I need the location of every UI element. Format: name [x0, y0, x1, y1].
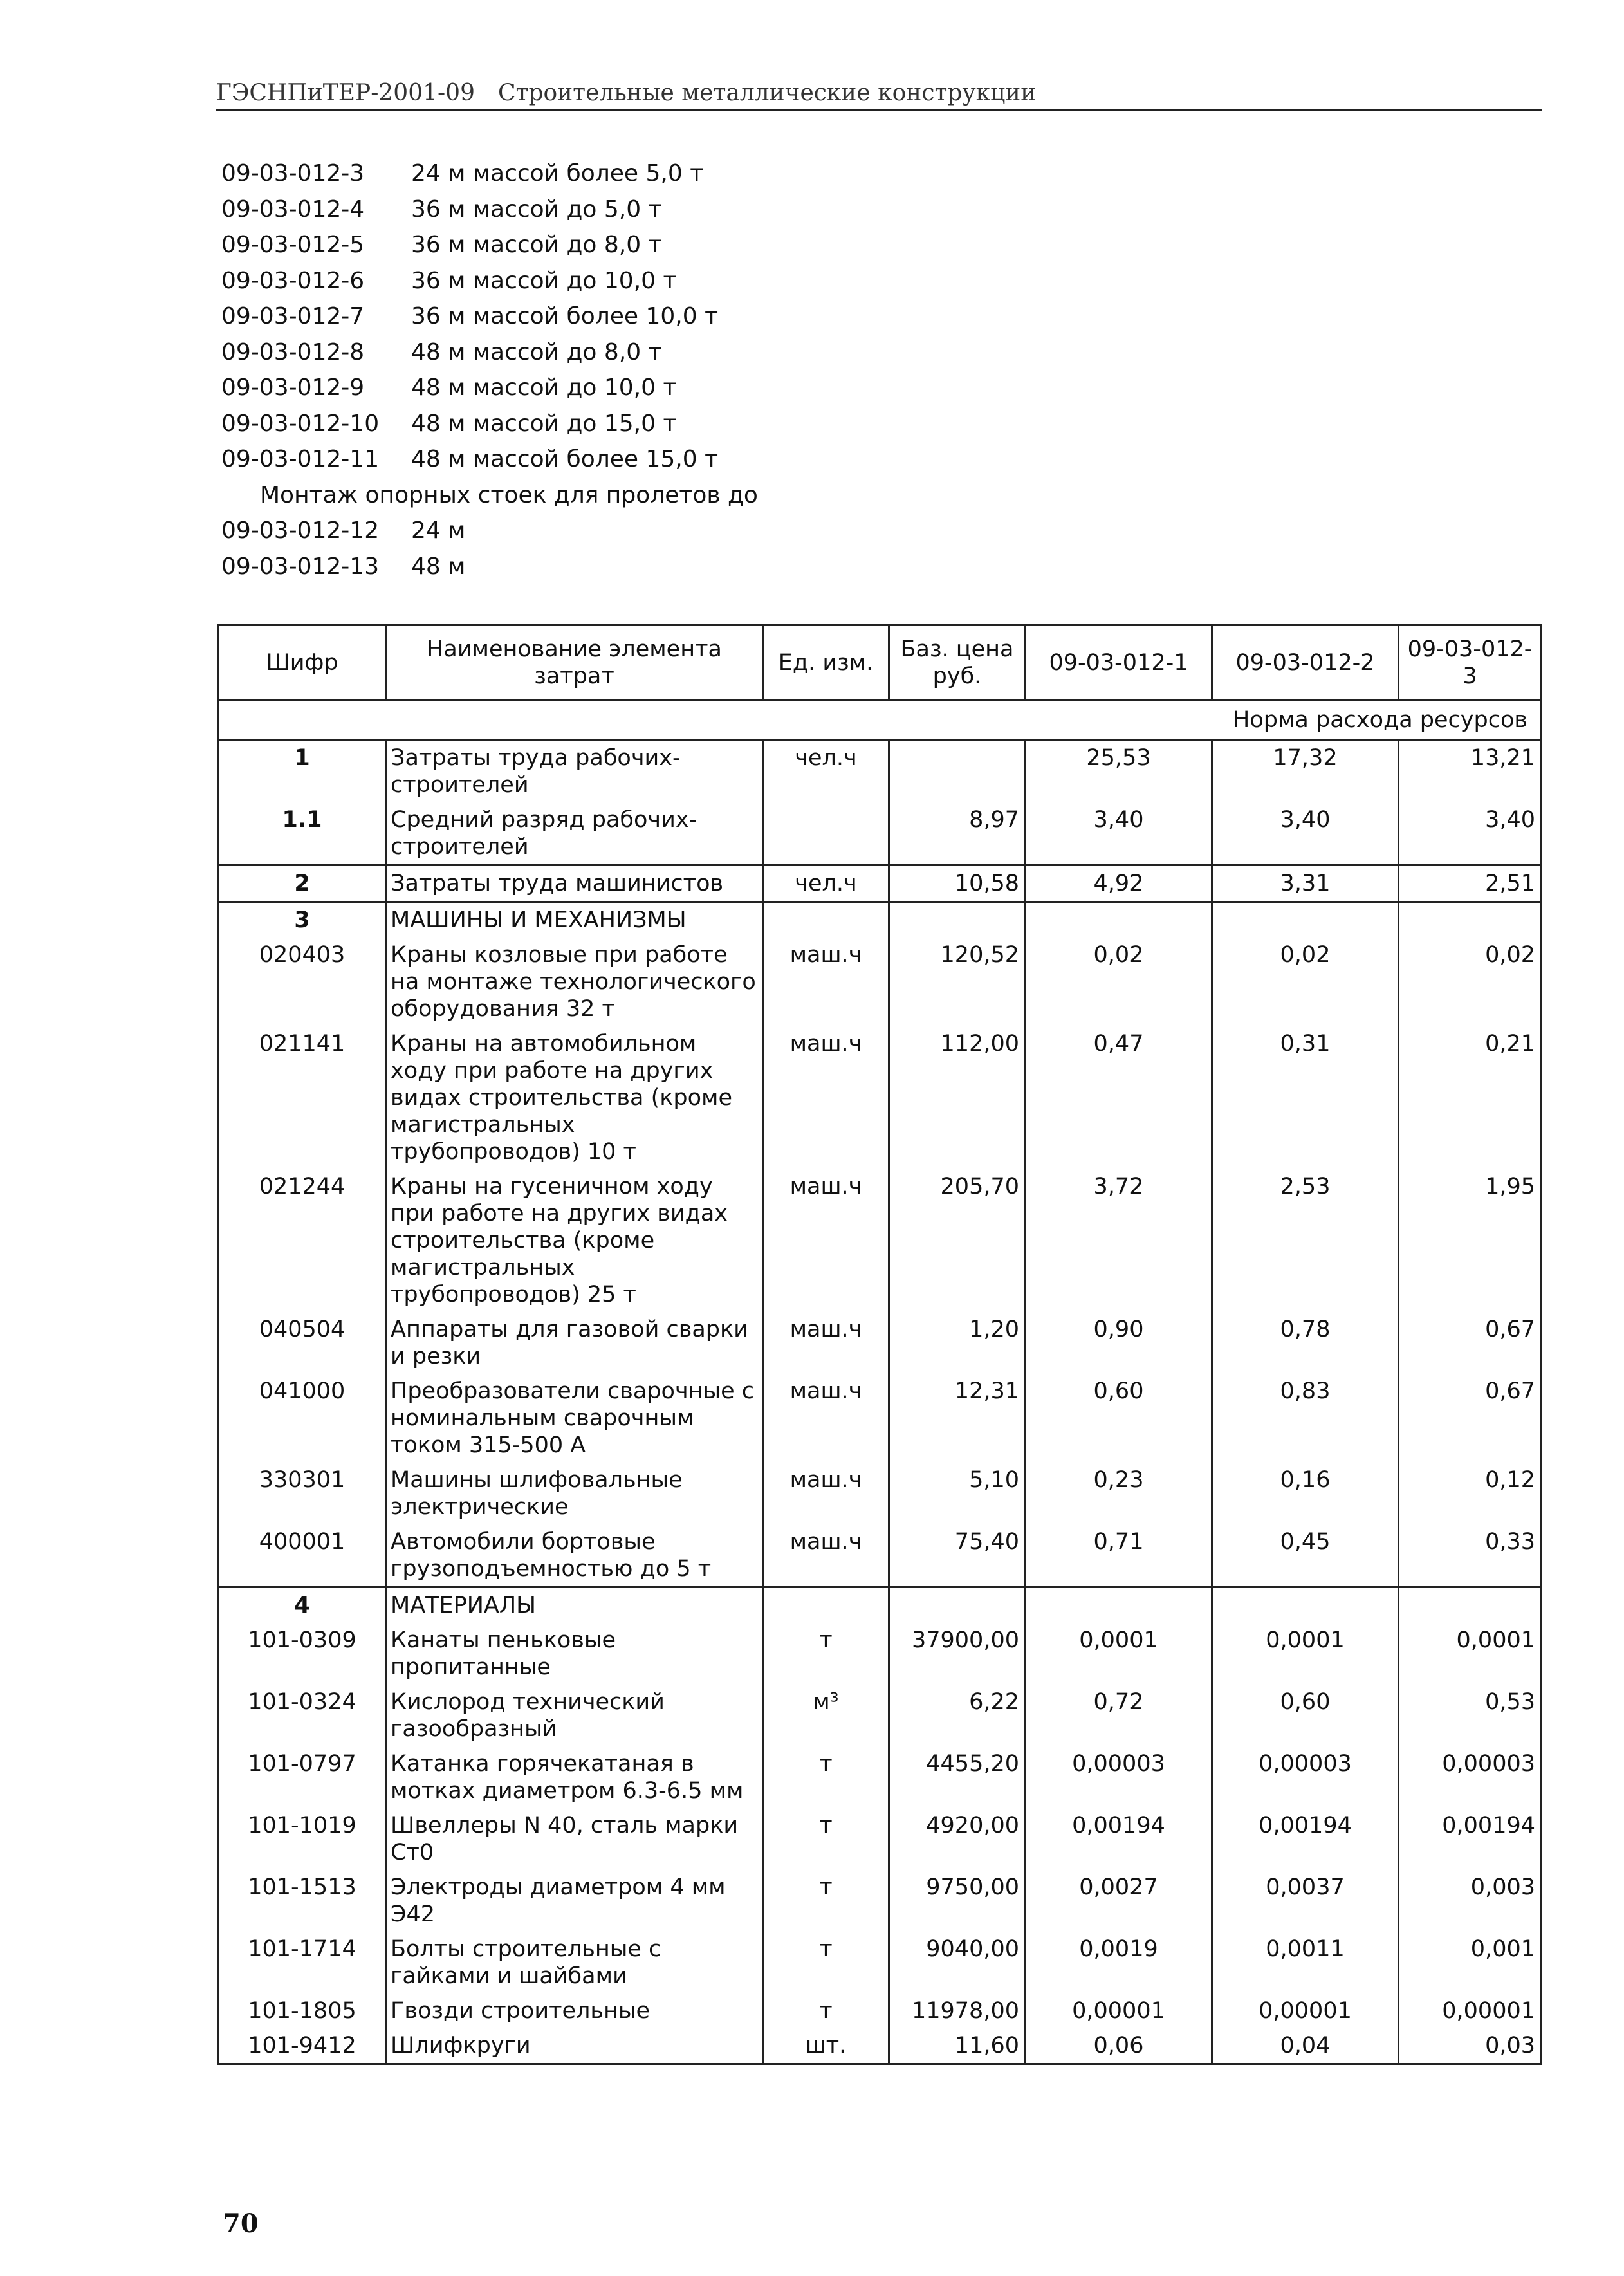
cell-name: Болты строительные с гайками и шайбами	[386, 1932, 763, 1994]
cell-price: 9040,00	[889, 1932, 1026, 1994]
cell-unit: маш.ч	[763, 1169, 889, 1312]
cell-name: МАТЕРИАЛЫ	[386, 1587, 763, 1624]
table-row	[219, 1932, 1542, 1994]
cell-name: Катанка горячекатаная в мотках диаметром 6.3-6.5 мм	[386, 1746, 763, 1808]
cell-unit: т	[763, 1994, 889, 2028]
cell-unit: маш.ч	[763, 1312, 889, 1374]
cell-name: Затраты труда машинистов	[386, 865, 763, 902]
cell-value: 3,31	[1212, 865, 1399, 902]
cell-code: 101-0309	[219, 1623, 386, 1685]
header-series: ГЭСНПиТЕР-2001-09	[216, 80, 475, 106]
column-header: Наименование элемента затрат	[386, 625, 763, 701]
table-row	[219, 1870, 1542, 1932]
cell-code: 4	[219, 1587, 386, 1624]
cell-price: 12,31	[889, 1374, 1026, 1463]
cell-unit: маш.ч	[763, 1374, 889, 1463]
norma-label: Норма расхода ресурсов	[219, 701, 1542, 740]
cell-price: 11978,00	[889, 1994, 1026, 2028]
cell-name: Автомобили бортовые грузоподъемностью до 5 т	[386, 1524, 763, 1587]
cell-name: Краны на автомобильном ходу при работе на других видах строительства (кроме магистральных трубопроводов) 10 т	[386, 1026, 763, 1169]
list-code: 09-03-012-9	[221, 375, 365, 401]
cell-name: Краны козловые при работе на монтаже технологического оборудования 32 т	[386, 938, 763, 1026]
cell-code: 041000	[219, 1374, 386, 1463]
cell-value: 0,00194	[1399, 1808, 1542, 1870]
cell-value: 0,00001	[1026, 1994, 1212, 2028]
list-item	[221, 370, 758, 406]
cell-price: 37900,00	[889, 1623, 1026, 1685]
list-text: 36 м массой более 10,0 т	[411, 303, 719, 329]
cell-value: 0,0001	[1212, 1623, 1399, 1685]
cell-price: 5,10	[889, 1463, 1026, 1524]
list-text: 36 м массой до 5,0 т	[411, 196, 662, 223]
cell-value: 0,67	[1399, 1312, 1542, 1374]
cell-unit: маш.ч	[763, 1524, 889, 1587]
cell-value: 0,67	[1399, 1374, 1542, 1463]
cell-value: 0,72	[1026, 1685, 1212, 1746]
list-code: 09-03-012-4	[221, 196, 365, 223]
cell-value: 0,00001	[1212, 1994, 1399, 2028]
cell-value: 25,53	[1026, 740, 1212, 803]
list-code: 09-03-012-6	[221, 267, 365, 294]
cell-price: 4455,20	[889, 1746, 1026, 1808]
cell-unit: м³	[763, 1685, 889, 1746]
cell-code: 101-1019	[219, 1808, 386, 1870]
cell-code: 021244	[219, 1169, 386, 1312]
list-text: 48 м	[411, 553, 466, 580]
cell-value: 0,0011	[1212, 1932, 1399, 1994]
cell-code: 2	[219, 865, 386, 902]
cell-value	[1026, 902, 1212, 938]
cell-value: 0,21	[1399, 1026, 1542, 1169]
cell-code: 101-1513	[219, 1870, 386, 1932]
table-row	[219, 1312, 1542, 1374]
cell-value: 0,0037	[1212, 1870, 1399, 1932]
cell-unit: т	[763, 1808, 889, 1870]
table-row	[219, 1374, 1542, 1463]
cell-price: 11,60	[889, 2028, 1026, 2064]
list-item	[221, 513, 758, 549]
cell-value: 0,60	[1212, 1685, 1399, 1746]
table-row	[219, 1623, 1542, 1685]
list-item	[221, 192, 758, 228]
list-code: 09-03-012-3	[221, 160, 365, 187]
list-code: 09-03-012-10	[221, 410, 380, 437]
cell-value: 0,78	[1212, 1312, 1399, 1374]
cell-value: 2,51	[1399, 865, 1542, 902]
list-text: 24 м массой более 5,0 т	[411, 160, 704, 187]
cell-name: Швеллеры N 40, сталь марки Ст0	[386, 1808, 763, 1870]
cell-value: 3,40	[1212, 802, 1399, 865]
cell-code: 400001	[219, 1524, 386, 1587]
cell-value: 0,23	[1026, 1463, 1212, 1524]
cell-unit: шт.	[763, 2028, 889, 2064]
cell-unit	[763, 802, 889, 865]
cell-price	[889, 1587, 1026, 1624]
cell-value: 3,72	[1026, 1169, 1212, 1312]
table-row	[219, 1463, 1542, 1524]
cell-value	[1212, 1587, 1399, 1624]
list-item	[221, 156, 758, 192]
cell-value: 0,0019	[1026, 1932, 1212, 1994]
cell-unit: т	[763, 1623, 889, 1685]
cell-value: 2,53	[1212, 1169, 1399, 1312]
list-code: 09-03-012-5	[221, 232, 365, 258]
list-item	[221, 441, 758, 477]
cell-value: 0,00194	[1026, 1808, 1212, 1870]
cell-unit: чел.ч	[763, 740, 889, 803]
cell-value: 0,90	[1026, 1312, 1212, 1374]
cell-value: 0,00194	[1212, 1808, 1399, 1870]
cell-unit	[763, 1587, 889, 1624]
cell-value: 0,00003	[1399, 1746, 1542, 1808]
cell-value: 0,45	[1212, 1524, 1399, 1587]
cell-value: 0,83	[1212, 1374, 1399, 1463]
column-header: 09-03-012-3	[1399, 625, 1542, 701]
list-code: 09-03-012-13	[221, 553, 380, 580]
cell-value: 0,0027	[1026, 1870, 1212, 1932]
list-text: 36 м массой до 8,0 т	[411, 232, 662, 258]
cell-value	[1026, 1587, 1212, 1624]
cell-name: Гвозди строительные	[386, 1994, 763, 2028]
cell-value: 0,60	[1026, 1374, 1212, 1463]
cell-value: 0,00003	[1212, 1746, 1399, 1808]
cell-unit: т	[763, 1746, 889, 1808]
cell-code: 3	[219, 902, 386, 938]
list-text: 48 м массой до 8,0 т	[411, 338, 662, 365]
cell-value: 0,71	[1026, 1524, 1212, 1587]
table-row	[219, 1169, 1542, 1312]
table-row	[219, 938, 1542, 1026]
table-row	[219, 1587, 1542, 1624]
cell-code: 101-9412	[219, 2028, 386, 2064]
cell-price	[889, 740, 1026, 803]
cell-value: 1,95	[1399, 1169, 1542, 1312]
cell-unit: маш.ч	[763, 1463, 889, 1524]
cell-unit: чел.ч	[763, 865, 889, 902]
cell-price: 112,00	[889, 1026, 1026, 1169]
cell-name: Краны на гусеничном ходу при работе на других видах строительства (кроме магистральных трубопроводов) 25 т	[386, 1169, 763, 1312]
list-code: 09-03-012-8	[221, 338, 365, 365]
cell-code: 021141	[219, 1026, 386, 1169]
table-row	[219, 1026, 1542, 1169]
cell-value: 0,0001	[1399, 1623, 1542, 1685]
table-row	[219, 1994, 1542, 2028]
cell-value: 13,21	[1399, 740, 1542, 803]
table-row	[219, 1524, 1542, 1587]
list-item	[221, 299, 758, 335]
cell-value: 0,0001	[1026, 1623, 1212, 1685]
cell-value: 0,03	[1399, 2028, 1542, 2064]
table-row	[219, 1808, 1542, 1870]
cell-unit: маш.ч	[763, 938, 889, 1026]
cell-name: Аппараты для газовой сварки и резки	[386, 1312, 763, 1374]
cell-name: Электроды диаметром 4 мм Э42	[386, 1870, 763, 1932]
cell-value: 3,40	[1026, 802, 1212, 865]
column-header: Шифр	[219, 625, 386, 701]
cell-value: 3,40	[1399, 802, 1542, 865]
list-text: 48 м массой до 15,0 т	[411, 410, 677, 437]
cell-value: 0,003	[1399, 1870, 1542, 1932]
page-header	[216, 75, 1542, 111]
column-header: Баз. цена руб.	[889, 625, 1026, 701]
list-code: 09-03-012-7	[221, 303, 365, 329]
cell-code: 1	[219, 740, 386, 803]
cell-code: 101-1714	[219, 1932, 386, 1994]
list-item	[221, 227, 758, 263]
list-heading: Монтаж опорных стоек для пролетов до	[260, 481, 758, 508]
list-item	[221, 406, 758, 442]
list-item	[221, 263, 758, 299]
list-item	[221, 335, 758, 371]
cell-price: 8,97	[889, 802, 1026, 865]
header-title: Строительные металлические конструкции	[497, 80, 1037, 106]
cell-code: 020403	[219, 938, 386, 1026]
cell-value: 0,001	[1399, 1932, 1542, 1994]
cell-value: 0,47	[1026, 1026, 1212, 1169]
cell-price: 9750,00	[889, 1870, 1026, 1932]
table-row	[219, 902, 1542, 938]
cell-code: 330301	[219, 1463, 386, 1524]
cell-name: Преобразователи сварочные с номинальным сварочным током 315-500 А	[386, 1374, 763, 1463]
norma-row	[219, 701, 1542, 740]
cell-name: Канаты пеньковые пропитанные	[386, 1623, 763, 1685]
table-row	[219, 802, 1542, 865]
cell-value: 0,02	[1212, 938, 1399, 1026]
cell-unit	[763, 902, 889, 938]
page-number: 70	[223, 2208, 259, 2239]
cell-code: 040504	[219, 1312, 386, 1374]
column-header: Ед. изм.	[763, 625, 889, 701]
resource-table	[217, 624, 1542, 2065]
cell-name: Затраты труда рабочих-строителей	[386, 740, 763, 803]
cell-value: 0,31	[1212, 1026, 1399, 1169]
cell-unit: т	[763, 1870, 889, 1932]
cell-value	[1399, 902, 1542, 938]
list-item	[221, 549, 758, 585]
column-header: 09-03-012-2	[1212, 625, 1399, 701]
cell-value: 0,12	[1399, 1463, 1542, 1524]
cell-name: Шлифкруги	[386, 2028, 763, 2064]
table-row	[219, 2028, 1542, 2064]
cell-price: 205,70	[889, 1169, 1026, 1312]
cell-value: 0,06	[1026, 2028, 1212, 2064]
cell-value: 0,00001	[1399, 1994, 1542, 2028]
cell-value: 17,32	[1212, 740, 1399, 803]
list-text: 48 м массой до 10,0 т	[411, 375, 677, 401]
cell-price: 120,52	[889, 938, 1026, 1026]
cell-price: 75,40	[889, 1524, 1026, 1587]
cell-code: 101-1805	[219, 1994, 386, 2028]
cell-code: 101-0797	[219, 1746, 386, 1808]
cell-value: 0,02	[1399, 938, 1542, 1026]
cell-value: 0,33	[1399, 1524, 1542, 1587]
cell-value: 0,16	[1212, 1463, 1399, 1524]
cell-value: 0,53	[1399, 1685, 1542, 1746]
table-row	[219, 865, 1542, 902]
cell-price: 1,20	[889, 1312, 1026, 1374]
cell-name: МАШИНЫ И МЕХАНИЗМЫ	[386, 902, 763, 938]
table-header-row	[219, 625, 1542, 701]
list-text: 24 м	[411, 517, 466, 544]
column-header: 09-03-012-1	[1026, 625, 1212, 701]
cell-unit: маш.ч	[763, 1026, 889, 1169]
cell-value: 4,92	[1026, 865, 1212, 902]
list-text: 48 м массой более 15,0 т	[411, 446, 719, 472]
list-code: 09-03-012-12	[221, 517, 380, 544]
cell-value	[1212, 902, 1399, 938]
table-row	[219, 1746, 1542, 1808]
list-code: 09-03-012-11	[221, 446, 380, 472]
cell-name: Машины шлифовальные электрические	[386, 1463, 763, 1524]
cell-value: 0,02	[1026, 938, 1212, 1026]
table-row	[219, 1685, 1542, 1746]
list-text: 36 м массой до 10,0 т	[411, 267, 677, 294]
code-list	[221, 156, 758, 584]
cell-code: 1.1	[219, 802, 386, 865]
cell-code: 101-0324	[219, 1685, 386, 1746]
cell-price	[889, 902, 1026, 938]
cell-value: 0,00003	[1026, 1746, 1212, 1808]
cell-price: 10,58	[889, 865, 1026, 902]
cell-value: 0,04	[1212, 2028, 1399, 2064]
cell-unit: т	[763, 1932, 889, 1994]
cell-name: Кислород технический газообразный	[386, 1685, 763, 1746]
cell-price: 4920,00	[889, 1808, 1026, 1870]
table-row	[219, 740, 1542, 803]
cell-name: Средний разряд рабочих-строителей	[386, 802, 763, 865]
cell-value	[1399, 1587, 1542, 1624]
cell-price: 6,22	[889, 1685, 1026, 1746]
